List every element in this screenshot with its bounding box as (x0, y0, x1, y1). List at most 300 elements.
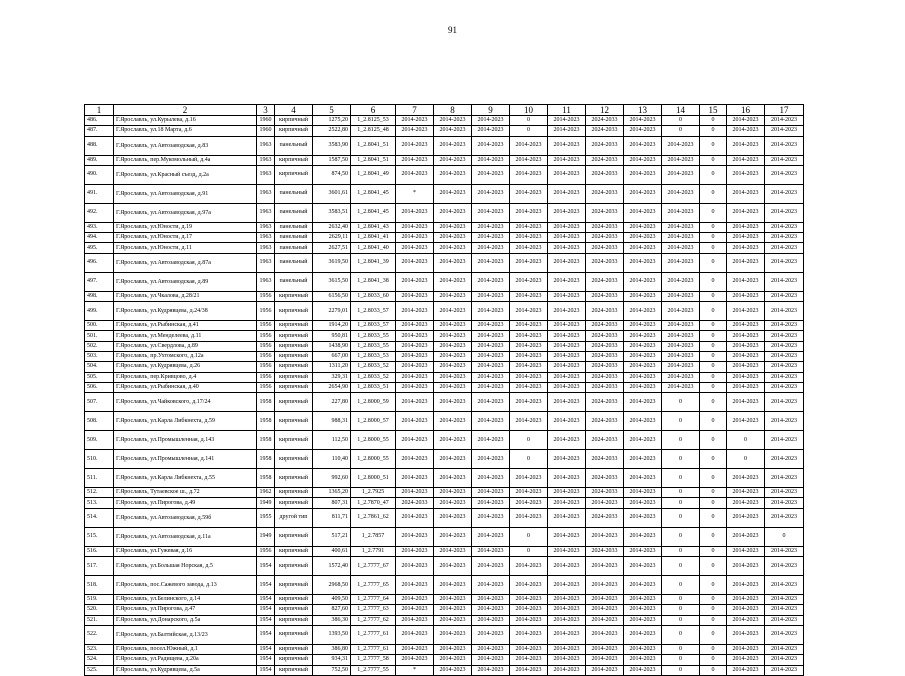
table-cell: 1_2.8033_52 (351, 362, 396, 372)
table-cell: 497. (85, 272, 114, 291)
table-cell: 0 (727, 431, 765, 450)
table-cell: 2024-2033 (586, 184, 624, 203)
table-cell: панельный (275, 243, 313, 253)
table-cell: 2014-2023 (472, 165, 510, 184)
table-cell: 2014-2023 (624, 450, 662, 469)
table-cell: 2014-2023 (434, 155, 472, 165)
table-cell: 2014-2023 (624, 508, 662, 527)
table-cell: 2014-2023 (765, 625, 804, 644)
table-cell: 0 (510, 126, 548, 136)
table-cell: 2014-2023 (396, 546, 434, 556)
table-cell: 499. (85, 302, 114, 321)
table-cell: 486. (85, 116, 114, 126)
table-cell: 489. (85, 155, 114, 165)
table-cell: кирпичный (275, 498, 313, 508)
table-cell: 520. (85, 605, 114, 615)
column-header: 1 (85, 105, 114, 116)
table-cell: 2014-2023 (396, 233, 434, 243)
table-cell: 0 (510, 431, 548, 450)
table-cell: 515. (85, 527, 114, 546)
table-cell: 2014-2023 (510, 469, 548, 488)
table-cell: 0 (700, 243, 727, 253)
table-cell: 2014-2023 (472, 557, 510, 576)
table-cell: 2014-2023 (472, 615, 510, 625)
table-cell: 2014-2023 (765, 488, 804, 498)
table-cell: 1_2.7777_64 (351, 595, 396, 605)
table-cell: Г.Ярославль, ул.Автозаводская, д.11а (114, 527, 257, 546)
table-cell: 2014-2023 (727, 136, 765, 155)
table-cell: 2014-2023 (548, 595, 586, 605)
table-cell: 508. (85, 412, 114, 431)
table-cell: 2014-2023 (548, 203, 586, 222)
table-cell: 2014-2023 (396, 576, 434, 595)
table-cell: 2014-2023 (548, 557, 586, 576)
table-cell: 2632,40 (313, 222, 351, 232)
table-cell: 2014-2023 (765, 116, 804, 126)
table-cell: 2014-2023 (624, 253, 662, 272)
table-cell: 0 (700, 126, 727, 136)
table-cell: 2014-2023 (624, 412, 662, 431)
table-cell: 2014-2023 (727, 655, 765, 665)
table-cell: 0 (700, 595, 727, 605)
table-cell: 1949 (257, 527, 275, 546)
table-cell: Г.Ярославль, ул.Автозаводская, д.89 (114, 272, 257, 291)
table-cell: 2654,90 (313, 382, 351, 392)
table-cell: 523. (85, 644, 114, 654)
table-cell: 2014-2023 (396, 362, 434, 372)
table-cell: 1_2.8033_57 (351, 302, 396, 321)
table-cell: 2014-2023 (434, 557, 472, 576)
table-cell: 1_2.8000_55 (351, 431, 396, 450)
table-cell: 2014-2023 (765, 508, 804, 527)
table-cell: 2014-2023 (548, 665, 586, 675)
table-cell: кирпичный (275, 351, 313, 361)
table-cell: 2014-2023 (624, 393, 662, 412)
table-row (85, 469, 804, 488)
table-cell: 2014-2023 (662, 341, 700, 351)
table-cell: Г.Ярославль, ул.Чайковского, д.17/24 (114, 393, 257, 412)
table-cell: 2014-2023 (434, 351, 472, 361)
table-cell: 2014-2023 (472, 116, 510, 126)
table-cell: Г.Ярославль, ул.Автозаводская, д.91 (114, 184, 257, 203)
table-cell: 1_2.8033_55 (351, 331, 396, 341)
table-cell: кирпичный (275, 126, 313, 136)
table-cell: 0 (765, 527, 804, 546)
table-cell: 2014-2023 (434, 546, 472, 556)
table-cell: 2014-2023 (472, 498, 510, 508)
table-cell: 1_2.8041_51 (351, 155, 396, 165)
table-cell: 2014-2023 (548, 450, 586, 469)
table-cell: 2014-2023 (472, 665, 510, 675)
table-cell: 0 (700, 136, 727, 155)
table-cell: 2014-2023 (434, 272, 472, 291)
table-cell: 1958 (257, 431, 275, 450)
table-cell: 1956 (257, 372, 275, 382)
table-cell: 0 (662, 488, 700, 498)
table-cell: 0 (662, 527, 700, 546)
table-row (85, 291, 804, 301)
table-cell: кирпичный (275, 557, 313, 576)
table-cell: 2014-2023 (548, 393, 586, 412)
table-cell: 1_2.8033_57 (351, 321, 396, 331)
table-cell: 2014-2023 (472, 605, 510, 615)
table-cell: 2014-2023 (548, 469, 586, 488)
table-cell: 2014-2023 (472, 508, 510, 527)
table-cell: 0 (700, 302, 727, 321)
table-cell: 2014-2023 (472, 136, 510, 155)
table-cell: Г.Ярославль, ул.Карла Либкнехта, д.59 (114, 412, 257, 431)
table-cell: 1963 (257, 165, 275, 184)
table-row (85, 393, 804, 412)
table-cell: 2024-2033 (586, 431, 624, 450)
table-cell: 2014-2023 (396, 655, 434, 665)
table-cell: 507. (85, 393, 114, 412)
table-cell: Г.Ярославль, ул.Рыбинская, д.41 (114, 321, 257, 331)
table-cell: 2014-2023 (434, 412, 472, 431)
table-cell: 2014-2023 (765, 605, 804, 615)
table-cell: 0 (700, 469, 727, 488)
table-cell: 2014-2023 (624, 498, 662, 508)
table-cell: Г.Ярославль, ул.Кудрявцева, д.26 (114, 362, 257, 372)
table-cell: 0 (662, 469, 700, 488)
table-cell: 0 (700, 393, 727, 412)
table-cell: панельный (275, 253, 313, 272)
table-cell: 517. (85, 557, 114, 576)
table-cell: 2014-2023 (548, 291, 586, 301)
table-cell: 2014-2023 (472, 450, 510, 469)
table-cell: 1954 (257, 557, 275, 576)
table-cell: 2014-2023 (510, 291, 548, 301)
table-cell: 2024-2033 (586, 331, 624, 341)
table-cell: 2014-2023 (662, 321, 700, 331)
table-cell: 2014-2023 (765, 302, 804, 321)
table-cell: 2014-2023 (548, 615, 586, 625)
table-cell: 2014-2023 (396, 302, 434, 321)
table-row (85, 155, 804, 165)
table-cell: 2014-2023 (434, 605, 472, 615)
table-cell: 1438,90 (313, 341, 351, 351)
table-cell: 2024-2033 (586, 165, 624, 184)
table-cell: 1963 (257, 155, 275, 165)
table-row (85, 665, 804, 675)
table-cell: 2014-2023 (586, 595, 624, 605)
table-cell: 1_2.8125_53 (351, 116, 396, 126)
table-cell: 827,60 (313, 605, 351, 615)
table-cell: Г.Ярославль, ул.Автозаводская, д.87а (114, 253, 257, 272)
column-header: 16 (727, 105, 765, 116)
table-cell: 0 (700, 116, 727, 126)
table-cell: 1955 (257, 508, 275, 527)
table-cell: 2014-2023 (472, 233, 510, 243)
table-cell: Г.Ярославль, посел.Южный, д.1 (114, 644, 257, 654)
table-cell: 0 (662, 625, 700, 644)
table-cell: 2014-2023 (765, 233, 804, 243)
table-cell: 2014-2023 (434, 644, 472, 654)
table-cell: 2014-2023 (434, 372, 472, 382)
table-cell: Г.Ярославль, ул.Кудрявцева, д.24/38 (114, 302, 257, 321)
table-cell: 2014-2023 (765, 272, 804, 291)
table-cell: 0 (700, 321, 727, 331)
table-cell: 1956 (257, 302, 275, 321)
table-cell: 0 (662, 412, 700, 431)
table-row (85, 136, 804, 155)
table-cell: кирпичный (275, 527, 313, 546)
table-cell: 2014-2023 (434, 488, 472, 498)
table-cell: 1963 (257, 203, 275, 222)
table-cell: 2014-2023 (765, 372, 804, 382)
table-row (85, 341, 804, 351)
table-cell: Г.Ярославль, ул.Промышленная, д.141 (114, 450, 257, 469)
table-cell: 1963 (257, 253, 275, 272)
table-cell: 2014-2023 (510, 625, 548, 644)
table-cell: 2014-2023 (548, 412, 586, 431)
table-cell: 2014-2023 (765, 321, 804, 331)
table-cell: 1_2.7791 (351, 546, 396, 556)
table-cell: 2629,11 (313, 233, 351, 243)
table-cell: 0 (700, 272, 727, 291)
table-cell: 2014-2023 (434, 393, 472, 412)
table-cell: 2024-2033 (586, 351, 624, 361)
table-cell: 2014-2023 (472, 155, 510, 165)
table-cell: 2014-2023 (727, 498, 765, 508)
table-cell: 496. (85, 253, 114, 272)
table-cell: 2014-2023 (548, 302, 586, 321)
table-cell: Г.Ярославль, ул.Гужевая, д.16 (114, 546, 257, 556)
table-cell: 2014-2023 (510, 665, 548, 675)
table-cell: 2024-2033 (586, 469, 624, 488)
table-cell: 2014-2023 (434, 302, 472, 321)
table-cell: 2014-2023 (396, 527, 434, 546)
table-cell: 2014-2023 (727, 291, 765, 301)
table-cell: 2014-2023 (727, 557, 765, 576)
table-cell: 1_2.8041_40 (351, 243, 396, 253)
table-cell: 2014-2023 (586, 527, 624, 546)
table-cell: 2968,50 (313, 576, 351, 595)
table-cell: 1_2.7777_63 (351, 605, 396, 615)
table-cell: 2014-2023 (624, 291, 662, 301)
table-cell: 2014-2023 (472, 351, 510, 361)
table-cell: 2014-2023 (510, 165, 548, 184)
table-cell: 2014-2023 (662, 291, 700, 301)
table-cell: 2014-2023 (765, 469, 804, 488)
table-row (85, 431, 804, 450)
table-cell: 874,50 (313, 165, 351, 184)
table-cell: 2014-2023 (624, 527, 662, 546)
table-cell: 2014-2023 (434, 469, 472, 488)
table-cell: 2014-2023 (624, 615, 662, 625)
table-cell: 1956 (257, 291, 275, 301)
table-row (85, 321, 804, 331)
table-cell: 500. (85, 321, 114, 331)
table-cell: кирпичный (275, 644, 313, 654)
table-cell: 2014-2023 (396, 253, 434, 272)
table-row (85, 233, 804, 243)
column-header: 14 (662, 105, 700, 116)
table-row (85, 222, 804, 232)
table-cell: 2014-2023 (727, 155, 765, 165)
table-cell: 2014-2023 (434, 184, 472, 203)
table-cell: 0 (700, 165, 727, 184)
table-cell: кирпичный (275, 488, 313, 498)
table-cell: 501. (85, 331, 114, 341)
table-cell: панельный (275, 222, 313, 232)
table-cell: 2014-2023 (510, 233, 548, 243)
table-cell: 2014-2023 (510, 595, 548, 605)
table-cell: 2014-2023 (472, 253, 510, 272)
table-row (85, 203, 804, 222)
table-cell: 2014-2023 (510, 655, 548, 665)
table-cell: Г.Ярославль, ул.Курылева, д.16 (114, 116, 257, 126)
table-cell: Г.Ярославль, ул.Карла Либкнехта, д.55 (114, 469, 257, 488)
table-cell: 1954 (257, 595, 275, 605)
table-cell: Г.Ярославль, ул.Кудрявцева, д.5а (114, 665, 257, 675)
table-cell: 488. (85, 136, 114, 155)
table-cell: 2014-2023 (548, 625, 586, 644)
table-cell: 2014-2023 (727, 469, 765, 488)
table-cell: 2024-2033 (586, 341, 624, 351)
table-cell: 0 (662, 665, 700, 675)
table-cell: 2014-2023 (727, 508, 765, 527)
table-cell: 2024-2033 (586, 253, 624, 272)
table-cell: Г.Ярославль, ул.Юности, д.11 (114, 243, 257, 253)
table-cell: 2014-2023 (624, 546, 662, 556)
table-cell: 2014-2023 (396, 136, 434, 155)
table-cell: 2014-2023 (624, 488, 662, 498)
table-cell: 2014-2023 (765, 393, 804, 412)
table-cell: 1_2.7925 (351, 488, 396, 498)
table-cell: 2014-2023 (510, 605, 548, 615)
table-cell: 495. (85, 243, 114, 253)
table-cell: 2014-2023 (510, 243, 548, 253)
table-row (85, 576, 804, 595)
table-cell: 2014-2023 (396, 331, 434, 341)
table-cell: 1_2.8041_45 (351, 184, 396, 203)
table-cell: 2014-2023 (727, 372, 765, 382)
table-cell: 400,61 (313, 546, 351, 556)
table-cell: 2014-2023 (396, 291, 434, 301)
table-cell: 2014-2023 (396, 557, 434, 576)
table-cell: 0 (700, 557, 727, 576)
table-cell: панельный (275, 233, 313, 243)
table-cell: 2014-2023 (548, 222, 586, 232)
table-cell: 2014-2023 (434, 243, 472, 253)
table-cell: 1_2.7870_47 (351, 498, 396, 508)
table-cell: 0 (662, 557, 700, 576)
table-cell: 6156,50 (313, 291, 351, 301)
table-cell: 2014-2023 (727, 412, 765, 431)
table-cell: 2014-2023 (624, 331, 662, 341)
table-row (85, 126, 804, 136)
table-cell: 0 (700, 291, 727, 301)
table-cell: 2014-2023 (662, 222, 700, 232)
table-cell: 2014-2023 (727, 341, 765, 351)
table-cell: 2014-2023 (662, 351, 700, 361)
table-cell: 2014-2023 (510, 557, 548, 576)
table-cell: 0 (700, 450, 727, 469)
table-cell: 2014-2023 (472, 331, 510, 341)
table-cell: 2014-2023 (510, 155, 548, 165)
table-cell: 2014-2023 (624, 655, 662, 665)
table-row (85, 605, 804, 615)
table-cell: 2014-2023 (765, 362, 804, 372)
table-row (85, 655, 804, 665)
table-cell: 2014-2023 (727, 362, 765, 372)
table-cell: 2014-2023 (624, 644, 662, 654)
table-cell: 1_2.7777_62 (351, 615, 396, 625)
table-cell: 2014-2023 (472, 644, 510, 654)
table-cell: 0 (700, 665, 727, 675)
table-cell: 2014-2023 (624, 136, 662, 155)
table-body (85, 105, 804, 676)
table-cell: Г.Ярославль, ул.Автозаводская, д.97а (114, 203, 257, 222)
column-header: 4 (275, 105, 313, 116)
table-cell: 2014-2023 (765, 341, 804, 351)
table-cell: 2024-2033 (586, 412, 624, 431)
table-cell: 2014-2023 (548, 253, 586, 272)
table-cell: кирпичный (275, 372, 313, 382)
table-cell: 2014-2023 (548, 546, 586, 556)
table-cell: 2014-2023 (472, 546, 510, 556)
column-header: 5 (313, 105, 351, 116)
table-cell: 491. (85, 184, 114, 203)
table-cell: 1_2.8033_53 (351, 351, 396, 361)
table-cell: 1956 (257, 331, 275, 341)
table-cell: 3615,50 (313, 272, 351, 291)
table-cell: 1963 (257, 222, 275, 232)
table-cell: 1956 (257, 341, 275, 351)
table-cell: 2014-2023 (727, 644, 765, 654)
table-cell: 2014-2023 (548, 508, 586, 527)
table-cell: 1958 (257, 412, 275, 431)
table-cell: 2014-2023 (548, 331, 586, 341)
table-cell: 2014-2023 (396, 508, 434, 527)
table-cell: 2014-2023 (548, 351, 586, 361)
table-cell: 1914,20 (313, 321, 351, 331)
table-cell: Г.Ярославль, пер.Мукомольный, д.4а (114, 155, 257, 165)
column-header: 6 (351, 105, 396, 116)
table-cell: 2014-2023 (586, 644, 624, 654)
table-cell: 0 (510, 527, 548, 546)
table-cell: 1954 (257, 576, 275, 595)
table-cell: 1_2.7777_58 (351, 655, 396, 665)
table-cell: Г.Ярославль, ул.Чкалова, д.28/21 (114, 291, 257, 301)
table-cell: Г.Ярославль, ул.18 Марта, д.6 (114, 126, 257, 136)
table-cell: 1_2.8033_51 (351, 382, 396, 392)
table-cell: 0 (700, 233, 727, 243)
table-cell: 2014-2023 (624, 302, 662, 321)
table-cell: 2014-2023 (510, 184, 548, 203)
table-cell: 2014-2023 (434, 615, 472, 625)
table-cell: 2014-2023 (727, 546, 765, 556)
table-cell: 0 (662, 605, 700, 615)
table-cell: 2014-2023 (472, 527, 510, 546)
table-cell: 2014-2023 (472, 291, 510, 301)
table-cell: 516. (85, 546, 114, 556)
table-cell: 1587,50 (313, 155, 351, 165)
table-cell: 0 (700, 155, 727, 165)
table-cell: 2014-2023 (624, 595, 662, 605)
table-cell: 2024-2033 (586, 116, 624, 126)
table-cell: 2014-2023 (434, 233, 472, 243)
table-cell: 2014-2023 (765, 595, 804, 605)
table-cell: 2014-2023 (548, 372, 586, 382)
table-cell: 2014-2023 (765, 253, 804, 272)
table-cell: 2014-2023 (727, 321, 765, 331)
table-cell: 512. (85, 488, 114, 498)
table-cell: 2014-2023 (624, 155, 662, 165)
table-cell: 2014-2023 (727, 272, 765, 291)
table-cell: 0 (700, 351, 727, 361)
